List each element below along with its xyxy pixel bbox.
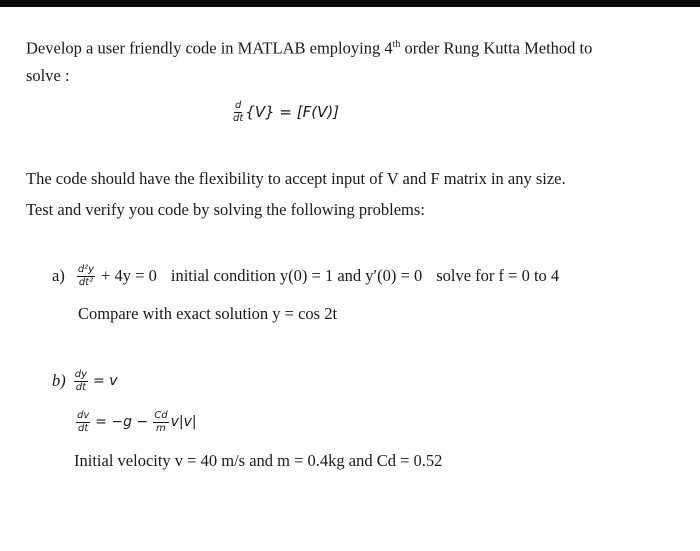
main-equation (231, 97, 339, 127)
problem-b-drag-numerator: Cd (154, 409, 168, 421)
top-border (0, 0, 700, 7)
problem-b-initial-conditions: Initial velocity v = 40 m/s and m = 0.4kg and Cd = 0.52 (74, 451, 443, 470)
intro-line-1-suffix: order Rung Kutta Method to (400, 38, 593, 58)
problem-a-equation (52, 261, 559, 291)
main-derivative-fraction (233, 101, 243, 124)
problem-b-eq1-fraction (74, 370, 88, 393)
main-equation-text: {V} = [F(V)] (245, 103, 340, 121)
instructions-line-2: Test and verify you code by solving the following problems: (26, 200, 425, 219)
problem-b-eq2-fraction (76, 411, 90, 434)
problem-a-solve-range: solve for f = 0 to 4 (436, 266, 560, 285)
problem-b-equation-2 (74, 407, 197, 437)
problem-b-drag-fraction (153, 411, 168, 434)
problem-b-eq1-rest: = v (93, 373, 118, 389)
problem-a-frac-numerator: d²y (77, 263, 95, 275)
problem-b-label: b) (52, 371, 66, 390)
intro-line-1 (26, 35, 592, 59)
problem-b-eq2-numerator: dv (77, 409, 90, 421)
problem-a-frac-denominator: dt² (78, 276, 94, 288)
problem-b-eq2-denominator: dt (77, 422, 89, 434)
problem-b-equation-1 (52, 366, 117, 396)
problem-b-drag-denominator: m (156, 422, 166, 434)
main-frac-denominator: dt (233, 112, 244, 124)
problem-b-eq1-numerator: dy (74, 368, 88, 380)
main-frac-numerator: d (234, 99, 242, 111)
problem-a-equation-rest: + 4y = 0 (101, 266, 157, 285)
intro-line-1-text: Develop a user friendly code in MATLAB employing 4 (26, 38, 393, 58)
instructions-line-1: The code should have the flexibility to accept input of V and F matrix in any size. (26, 169, 566, 188)
problem-a-compare: Compare with exact solution y = cos 2t (78, 304, 338, 323)
intro-superscript: th (392, 39, 401, 50)
problem-b-eq1-denominator: dt (75, 381, 87, 393)
problem-a-label: a) (52, 266, 65, 285)
intro-line-2: solve : (26, 66, 70, 85)
problem-b-eq2-middle: = −g − (95, 414, 149, 430)
problem-a-condition: initial condition y(0) = 1 and y′(0) = 0 (170, 266, 423, 285)
problem-b-eq2-rest: v|v| (170, 414, 197, 430)
problem-a-fraction (77, 265, 95, 288)
